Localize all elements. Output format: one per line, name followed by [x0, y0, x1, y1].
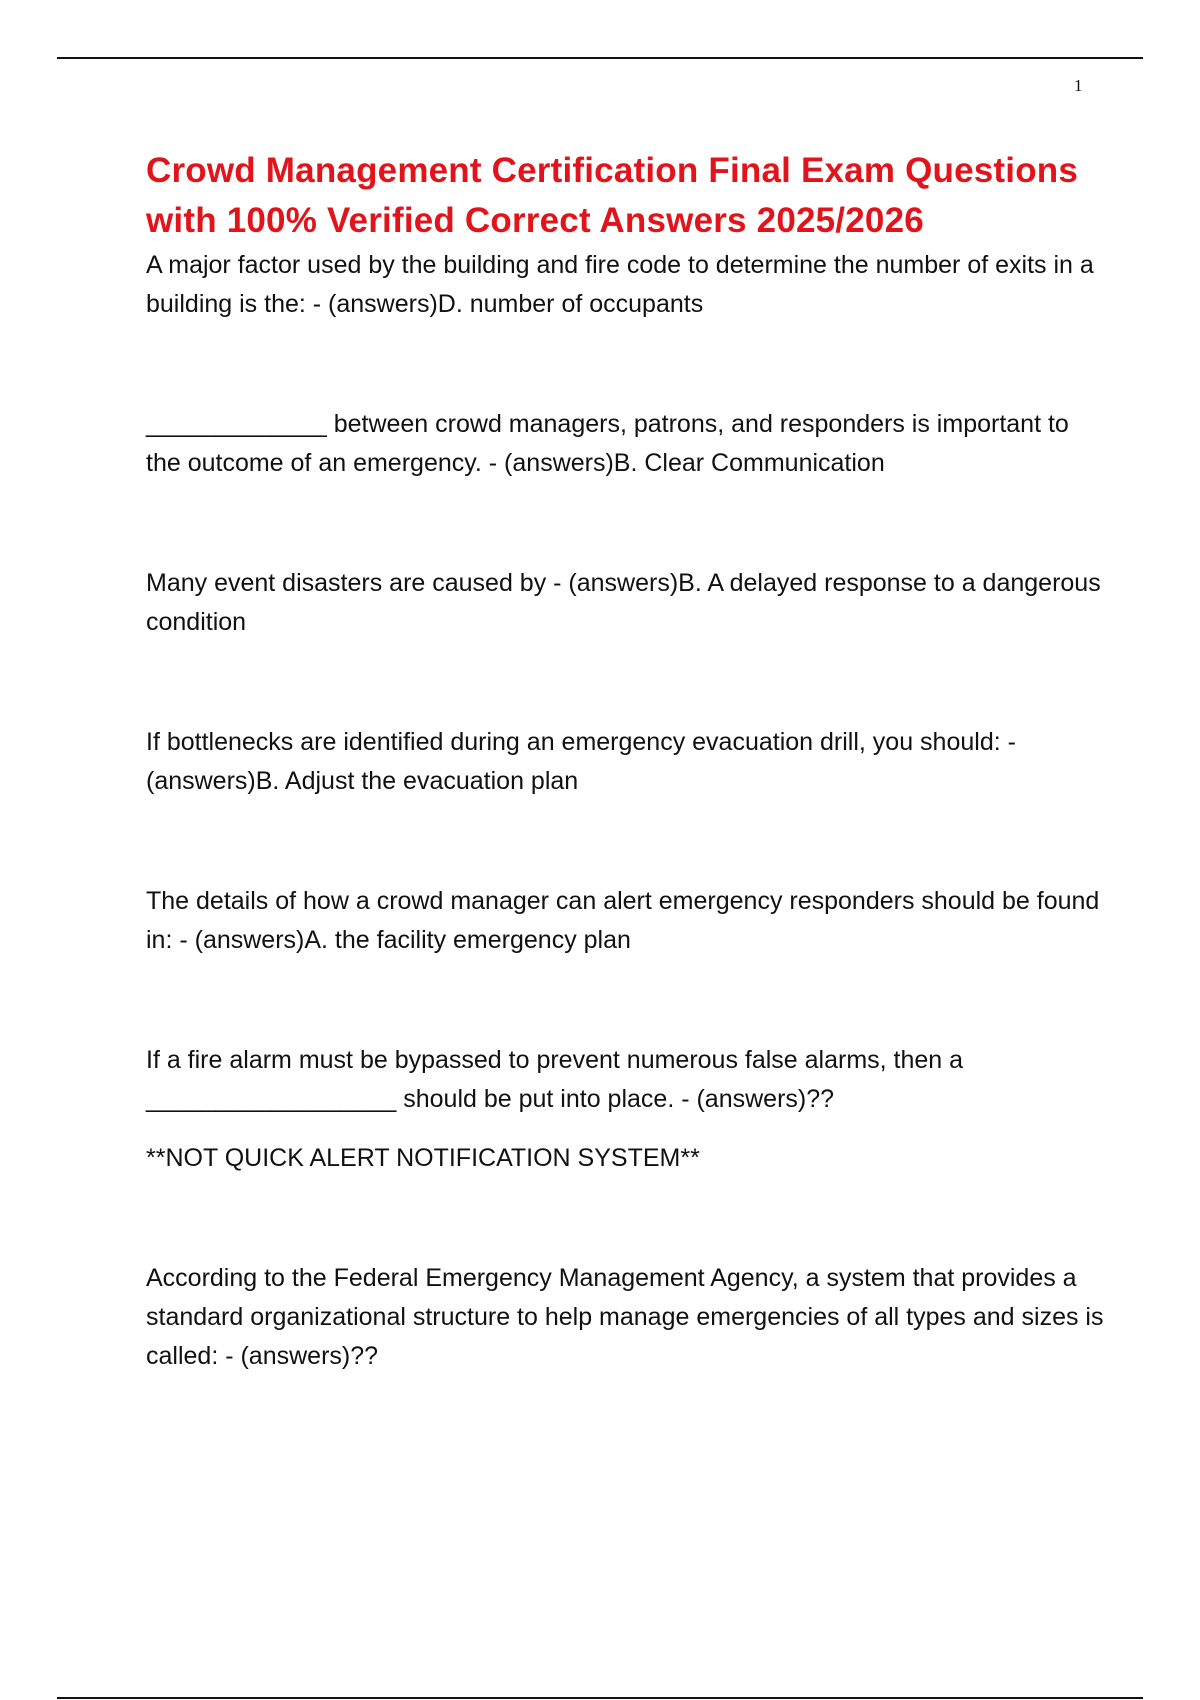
fill-in-blank: __________________	[146, 1085, 397, 1113]
question-2-text: between crowd managers, patrons, and responders is important to the outcome of an emergency. - (answers)B. Clear Communication	[146, 410, 1069, 477]
question-5: The details of how a crowd manager can alert emergency responders should be found in: - (answers)A. the facility emergency plan	[146, 887, 1100, 954]
question-4: If bottlenecks are identified during an emergency evacuation drill, you should: - (answers)B. Adjust the evacuation plan	[146, 728, 1016, 795]
document-title: Crowd Management Certification Final Exam Questions with 100% Verified Correct Answers 2025/2026	[146, 151, 1079, 240]
question-1: A major factor used by the building and fire code to determine the number of exits in a building is the: - (answers)D. number of occupants	[146, 251, 1094, 318]
page-number: 1	[1074, 76, 1083, 95]
bottom-rule	[57, 1697, 1143, 1699]
question-6-text-after: should be put into place. - (answers)??	[396, 1085, 835, 1113]
question-2	[146, 405, 1106, 483]
answer-note: **NOT QUICK ALERT NOTIFICATION SYSTEM**	[146, 1144, 700, 1172]
question-6-text-before: If a fire alarm must be bypassed to prevent numerous false alarms, then a	[146, 1046, 964, 1074]
question-7: According to the Federal Emergency Management Agency, a system that provides a standard organizational structure to help manage emergencies of all types and sizes is called: - (answers)??	[146, 1264, 1104, 1370]
document-body	[146, 146, 1106, 1376]
question-3: Many event disasters are caused by - (answers)B. A delayed response to a dangerous condition	[146, 569, 1101, 636]
fill-in-blank: _____________	[146, 410, 327, 438]
question-6	[146, 1041, 1106, 1119]
top-rule	[57, 57, 1143, 59]
